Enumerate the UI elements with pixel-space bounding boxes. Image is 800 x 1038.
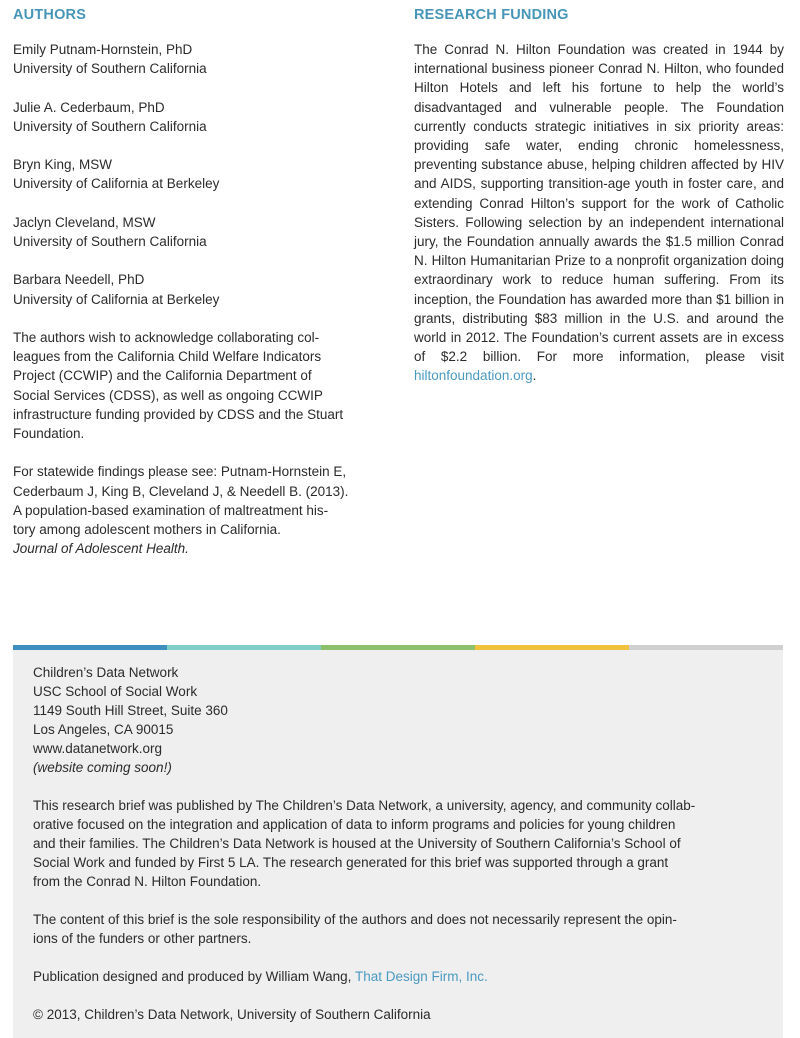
funding-heading: RESEARCH FUNDING xyxy=(414,7,569,23)
design-firm-link[interactable]: That Design Firm, Inc. xyxy=(354,969,488,984)
color-bar-segment xyxy=(321,645,475,650)
acknowledgement-line: Project (CCWIP) and the California Department of xyxy=(13,368,312,384)
citation-line: Cederbaum J, King B, Cleveland J, & Needell B. (2013). xyxy=(13,483,349,499)
funding-column xyxy=(414,0,784,386)
author-name: Jaclyn Cleveland, MSW xyxy=(13,214,156,230)
acknowledgement-line: Foundation. xyxy=(13,425,85,441)
publication-line: and their families. The Children’s Data Network is housed at the University of Southern California’s School of xyxy=(33,836,681,851)
author-entry xyxy=(13,98,385,136)
publication-line: This research brief was published by The Children’s Data Network, a university, agency, and community collab- xyxy=(33,798,696,813)
author-entry xyxy=(13,270,385,308)
address-line: 1149 South Hill Street, Suite 360 xyxy=(33,703,228,718)
publication-statement xyxy=(33,796,768,891)
author-affiliation: University of Southern California xyxy=(13,118,207,134)
acknowledgement-line: The authors wish to acknowledge collaborating col- xyxy=(13,329,320,345)
author-name: Bryn King, MSW xyxy=(13,157,113,173)
citation-line: For statewide findings please see: Putnam-Hornstein E, xyxy=(13,464,347,480)
author-name: Julie A. Cederbaum, PhD xyxy=(13,99,165,115)
authors-column xyxy=(13,0,385,558)
acknowledgement xyxy=(13,328,385,443)
disclaimer-line: The content of this brief is the sole responsibility of the authors and does not necessarily represent the opin- xyxy=(33,912,677,927)
hilton-foundation-link[interactable]: hiltonfoundation.org xyxy=(414,368,533,384)
design-credit xyxy=(33,967,768,986)
author-list xyxy=(13,40,385,558)
copyright: © 2013, Children’s Data Network, University of Southern California xyxy=(33,1007,431,1022)
footer-content xyxy=(33,663,768,1024)
funding-paragraph xyxy=(414,40,784,386)
website-note: (website coming soon!) xyxy=(33,760,172,775)
author-affiliation: University of California at Berkeley xyxy=(13,291,220,307)
citation-line: tory among adolescent mothers in California. xyxy=(13,521,281,537)
author-affiliation: University of California at Berkeley xyxy=(13,176,220,192)
author-affiliation: University of Southern California xyxy=(13,233,207,249)
design-credit-text: Publication designed and produced by William Wang, xyxy=(33,969,352,984)
citation xyxy=(13,462,385,558)
author-entry xyxy=(13,155,385,193)
address-line: Los Angeles, CA 90015 xyxy=(33,722,174,737)
acknowledgement-line: infrastructure funding provided by CDSS and the Stuart xyxy=(13,406,344,422)
address-line: Children’s Data Network xyxy=(33,665,179,680)
acknowledgement-line: leagues from the California Child Welfare Indicators xyxy=(13,349,322,365)
author-name: Emily Putnam-Hornstein, PhD xyxy=(13,42,193,57)
author-affiliation: University of Southern California xyxy=(13,61,207,77)
author-entry xyxy=(13,40,385,78)
color-bar-segment xyxy=(167,645,321,650)
author-name: Barbara Needell, PhD xyxy=(13,272,145,288)
footer-panel xyxy=(13,645,783,1038)
color-bar-segment xyxy=(629,645,783,650)
publication-line: from the Conrad N. Hilton Foundation. xyxy=(33,874,262,889)
journal-name: Journal of Adolescent Health. xyxy=(13,541,189,557)
author-entry xyxy=(13,213,385,251)
acknowledgement-line: Social Services (CDSS), as well as ongoing CCWIP xyxy=(13,387,323,403)
funding-tail: . xyxy=(532,368,537,384)
website-link[interactable]: www.datanetwork.org xyxy=(33,741,163,756)
citation-line: A population-based examination of maltreatment his- xyxy=(13,502,329,518)
disclaimer xyxy=(33,910,768,948)
color-bar-segment xyxy=(13,645,167,650)
authors-heading: AUTHORS xyxy=(13,7,87,23)
address-block xyxy=(33,663,768,777)
funding-body: The Conrad N. Hilton Foundation was created in 1944 by international business pioneer Conrad N. Hilton, who founded Hilton Hotels and left his fortune to help the world’s disadvantaged and vulnerable people. The Foundation currently conducts strategic initiatives in six priority areas: providing safe water, ending chronic homelessness, preventing substance abuse, helping children affected by HIV and AIDS, supporting transition-age youth in foster care, and extending Conrad Hilton’s support for the work of Catholic Sisters. Following selection by an independent international jury, the Foundation annually awards the $1.5 million Conrad N. Hilton Humanitarian Prize to a nonprofit organization doing extraordinary work to reduce human suffering. From its inception, the Foundation has awarded more than $1 billion in grants, distributing $83 million in the U.S. and around the world in 2012. The Foundation’s current assets are in excess of $2.2 billion. For more information, please visit xyxy=(414,42,784,365)
address-line: USC School of Social Work xyxy=(33,684,198,699)
publication-line: Social Work and funded by First 5 LA. The research generated for this brief was supported through a grant xyxy=(33,855,669,870)
disclaimer-line: ions of the funders or other partners. xyxy=(33,931,252,946)
publication-line: orative focused on the integration and application of data to inform programs and policies for young children xyxy=(33,817,676,832)
color-bar-segment xyxy=(475,645,629,650)
